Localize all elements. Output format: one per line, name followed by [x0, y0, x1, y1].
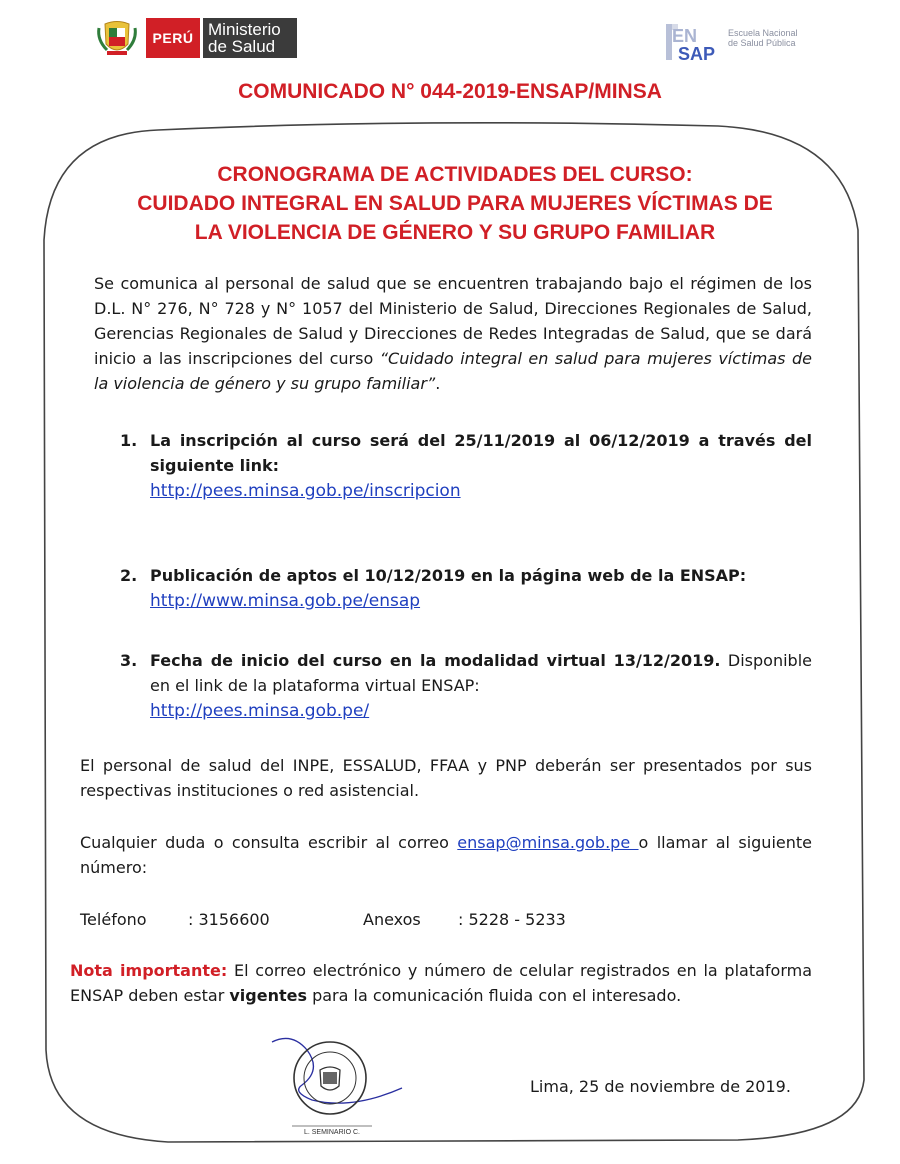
item-number: 1. [120, 431, 138, 450]
svg-text:EN: EN [672, 26, 698, 46]
item-number: 3. [120, 651, 138, 670]
nota-paragraph [70, 958, 812, 1008]
title-line3: LA VIOLENCIA DE GÉNERO Y SU GRUPO FAMILIAR [194, 221, 716, 244]
ensap-line2: de Salud Pública [728, 38, 796, 48]
peru-label: PERÚ [152, 30, 194, 46]
item-bold-text: Publicación de aptos el 10/12/2019 en la página web de la ENSAP: [150, 566, 747, 585]
course-title [60, 160, 850, 247]
instituciones-paragraph: El personal de salud del INPE, ESSALUD, FFAA y PNP deberán ser presentados por sus respectivas instituciones o red asistencial. [80, 756, 812, 800]
ensap-name [728, 28, 798, 48]
ensap-line1: Escuela Nacional [728, 28, 798, 38]
ministerio-logo [203, 18, 297, 58]
dudas-pre: Cualquier duda o consulta escribir al correo [80, 833, 458, 852]
peru-coat-of-arms-icon [95, 18, 139, 58]
email-link[interactable]: ensap@minsa.gob.pe [457, 833, 639, 852]
ensap-logo-icon [664, 20, 724, 64]
title-line2: CUIDADO INTEGRAL EN SALUD PARA MUJERES VÍCTIMAS DE [137, 192, 773, 215]
course-name: “Cuidado integral en salud para mujeres víctimas de la violencia de género y su grupo familiar” [94, 349, 812, 393]
peru-logo [146, 18, 200, 58]
inscripcion-link[interactable]: http://pees.minsa.gob.pe/inscripcion [150, 481, 461, 501]
comunicado-number: COMUNICADO N° 044-2019-ENSAP/MINSA [238, 80, 662, 103]
telefono-value: : 3156600 [188, 910, 270, 929]
item-bold-text: La inscripción al curso será del 25/11/2019 al 06/12/2019 a través del siguiente link: [150, 431, 812, 475]
intro-end: . [435, 374, 441, 393]
nota-text2: para la comunicación fluida con el interesado. [307, 986, 682, 1005]
ministerio-line2: de Salud [208, 37, 276, 56]
list-item [120, 428, 812, 504]
list-item [120, 648, 812, 724]
item-rest-text: Disponible en el link de la plataforma virtual ENSAP: [150, 651, 812, 695]
svg-text:SAP: SAP [678, 44, 716, 64]
item-number: 2. [120, 566, 138, 585]
telefono-label: Teléfono [80, 910, 147, 929]
title-line1: CRONOGRAMA DE ACTIVIDADES DEL CURSO: [217, 163, 693, 186]
nota-bold: vigentes [229, 986, 307, 1005]
dudas-paragraph [80, 830, 812, 880]
intro-text: Se comunica al personal de salud que se encuentren trabajando bajo el régimen de los D.L. N° 276, N° 728 y N° 1057 del Ministerio de Salud, Direcciones Regionales de Salud, Gerencias Regionales de Salud y Direcciones de Redes Integradas de Salud, que se dará inicio a las inscripciones del curso [94, 274, 812, 368]
nota-text1: El correo electrónico y número de celular registrados en la plataforma ENSAP deben estar [70, 961, 813, 1005]
signature-name: L. SEMINARIO C. [303, 1129, 361, 1136]
ensap-web-link[interactable]: http://www.minsa.gob.pe/ensap [150, 591, 421, 611]
intro-paragraph [94, 271, 812, 396]
dudas-post: o llamar al siguiente número: [80, 833, 812, 877]
list-item [120, 563, 812, 614]
ministerio-line1: Ministerio [208, 20, 281, 39]
fecha-lugar: Lima, 25 de noviembre de 2019. [530, 1077, 791, 1096]
plataforma-virtual-link[interactable]: http://pees.minsa.gob.pe/ [150, 701, 370, 721]
item-bold-text: Fecha de inicio del curso en la modalidad virtual 13/12/2019. [150, 651, 721, 670]
anexos-value: : 5228 - 5233 [458, 910, 566, 929]
official-seal-stamp [262, 1030, 412, 1138]
nota-label: Nota importante: [70, 961, 228, 980]
anexos-label: Anexos [363, 910, 421, 929]
